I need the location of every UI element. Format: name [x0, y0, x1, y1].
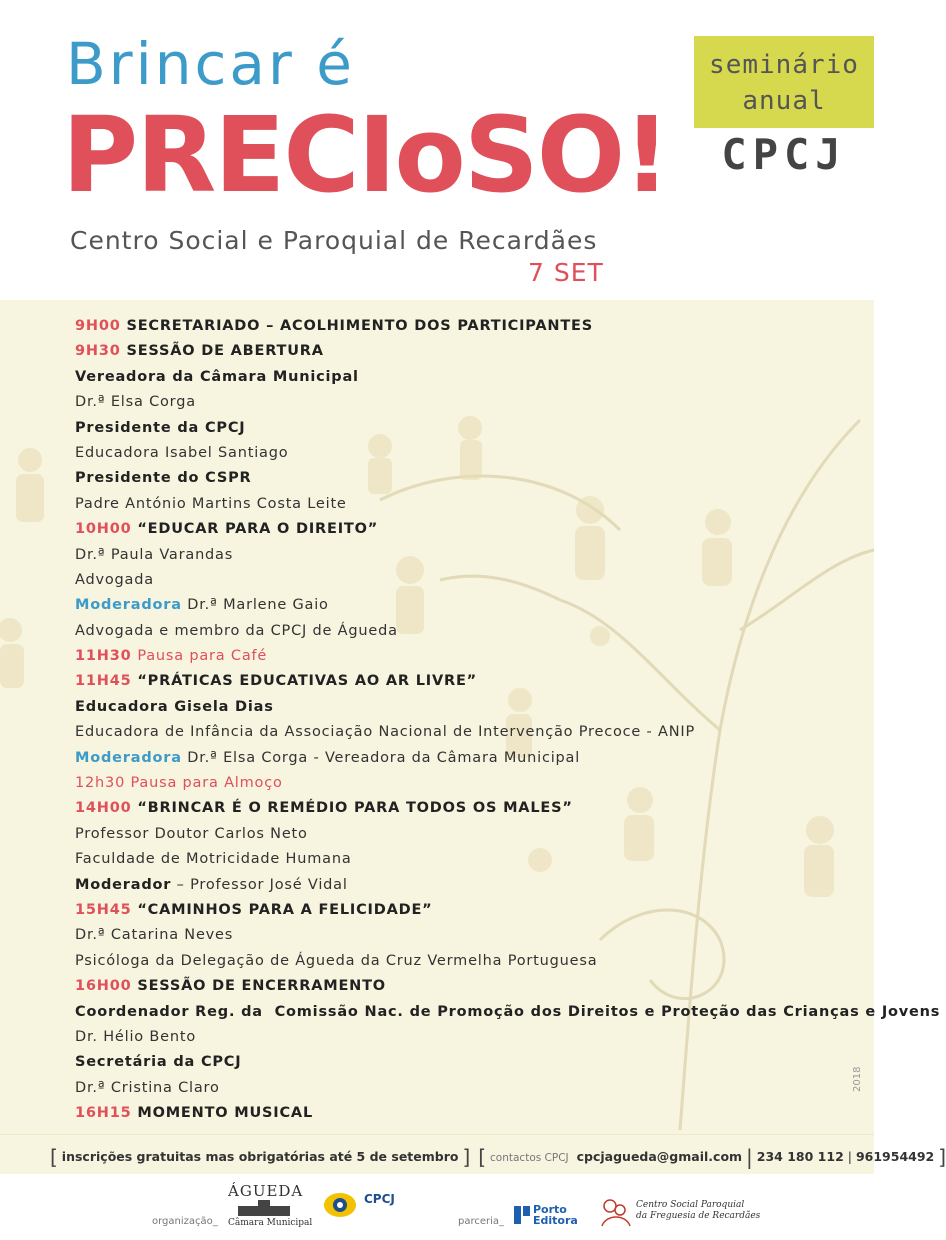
program-text: – Professor José Vidal [171, 876, 348, 893]
contact-email[interactable]: cpcjagueda@gmail.com [576, 1149, 743, 1164]
program-line [75, 593, 835, 618]
program-text: “PRÁTICAS EDUCATIVAS AO AR LIVRE” [137, 673, 477, 690]
program-text: MOMENTO MUSICAL [137, 1105, 313, 1122]
program-text: Advogada e membro da CPCJ de Águeda [75, 622, 398, 639]
porto-editora-line-1: Porto [533, 1203, 567, 1216]
program-line [75, 619, 835, 644]
program-text: Dr.ª Elsa Corga [75, 394, 196, 411]
program-text: Educadora Isabel Santiago [75, 444, 289, 461]
cpcj-emblem-icon [322, 1190, 358, 1220]
program-line [75, 1025, 835, 1050]
town-hall-icon [236, 1200, 292, 1216]
program-line [75, 339, 835, 364]
program-line [75, 898, 835, 923]
program-line [75, 314, 835, 339]
program-line [75, 543, 835, 568]
program-text: Advogada [75, 571, 154, 588]
program-line [75, 517, 835, 542]
program-time: 11H30 [75, 648, 138, 665]
badge-org: CPCJ [721, 130, 847, 179]
program-text: SECRETARIADO – ACOLHIMENTO DOS PARTICIPANTES [126, 318, 593, 334]
program-line [75, 695, 835, 720]
moderator-label: Moderadora [75, 597, 182, 614]
program-text: “BRINCAR É O REMÉDIO PARA TODOS OS MALES” [137, 800, 573, 817]
program-line [75, 923, 835, 948]
badge-line-2: anual [742, 86, 826, 116]
program-line [75, 746, 835, 771]
program-time: 9H00 [75, 318, 127, 334]
program-text: SESSÃO DE ABERTURA [126, 343, 324, 360]
program-line [75, 1101, 835, 1126]
cpcj-logo-text: CPCJ [364, 1192, 395, 1206]
footer [0, 1174, 874, 1240]
year-label: 2018 [852, 1066, 863, 1092]
program-text: Dr.ª Catarina Neves [75, 927, 234, 944]
program-text: Dr. Hélio Bento [75, 1028, 196, 1045]
program-time: 16H15 [75, 1105, 138, 1122]
program-text: Secretária da CPCJ [75, 1054, 242, 1071]
header [0, 0, 874, 300]
program-line [75, 1076, 835, 1101]
seminar-badge [694, 36, 874, 128]
program-line [75, 365, 835, 390]
program-text: “CAMINHOS PARA A FELICIDADE” [137, 901, 433, 918]
program-text: Vereadora da Câmara Municipal [75, 368, 359, 385]
cspr-line-2: da Freguesia de Recardães [636, 1211, 761, 1221]
program-text: Dr.ª Marlene Gaio [181, 597, 329, 614]
contact-phone-2[interactable]: 961954492 [855, 1149, 935, 1164]
program-line [75, 1050, 835, 1075]
moderator-label: Moderadora [75, 749, 182, 766]
program-line [75, 822, 835, 847]
program-time: 16H00 [75, 978, 138, 995]
program-text: Padre António Martins Costa Leite [75, 495, 347, 512]
info-strip: [ inscrições gratuitas mas obrigatórias até 5 de setembro ] [ contactos CPCJ cpcjagueda@gmail.com | 234 180 112 | 961954492 ] [0, 1134, 874, 1175]
program-line [75, 720, 835, 745]
program-text: Coordenador Reg. da Comissão Nac. de Promoção dos Direitos e Proteção das Crianças e Jovens [75, 1003, 941, 1020]
program-text: Dr.ª Paula Varandas [75, 546, 234, 563]
program-text: Pausa para Café [137, 648, 268, 665]
program-line [75, 416, 835, 441]
program-text: 12h30 [75, 775, 131, 792]
program-text: Dr.ª Cristina Claro [75, 1079, 220, 1096]
program-line [75, 1000, 941, 1025]
program-line [75, 492, 835, 517]
program-time: 9H30 [75, 343, 127, 360]
program-text: Moderador [75, 876, 172, 893]
title-line-2: PRECIoSO! [62, 94, 669, 216]
program-text: Presidente do CSPR [75, 470, 252, 487]
title-line-1: Brincar é [66, 30, 355, 98]
program-line [75, 949, 835, 974]
program-line [75, 847, 835, 872]
agueda-logo-top: ÁGUEDA [228, 1182, 304, 1200]
event-date: 7 SET [528, 258, 604, 287]
program-text: Professor Doutor Carlos Neto [75, 825, 308, 842]
program-text: SESSÃO DE ENCERRAMENTO [137, 978, 386, 995]
partner-label: parceria_ [458, 1216, 505, 1227]
program-text: Presidente da CPCJ [75, 419, 246, 436]
program-line [75, 568, 835, 593]
organization-label: organização_ [152, 1216, 218, 1227]
contacts-label: contactos CPCJ [490, 1152, 569, 1164]
program-text: Psicóloga da Delegação de Águeda da Cruz Vermelha Portuguesa [75, 952, 598, 969]
cspr-line-1: Centro Social Paroquial [636, 1200, 745, 1210]
program-text: “EDUCAR PARA O DIREITO” [137, 521, 379, 538]
program-time: 14H00 [75, 800, 138, 817]
program-text: Pausa para Almoço [130, 775, 283, 792]
program-line [75, 771, 835, 796]
program-line [75, 466, 835, 491]
program-line [75, 669, 835, 694]
program-line [75, 796, 835, 821]
porto-editora-line-2: Editora [533, 1214, 578, 1227]
program-text: Faculdade de Motricidade Humana [75, 851, 352, 868]
program-text: Educadora de Infância da Associação Nacional de Intervenção Precoce - ANIP [75, 724, 695, 741]
venue: Centro Social e Paroquial de Recardães [70, 226, 598, 255]
program-line [75, 873, 835, 898]
program-time: 11H45 [75, 673, 138, 690]
program-text: Educadora Gisela Dias [75, 698, 274, 715]
program-line [75, 390, 835, 415]
program-time: 10H00 [75, 521, 138, 538]
porto-editora-icon [514, 1206, 530, 1224]
program-text: Dr.ª Elsa Corga - Vereadora da Câmara Municipal [181, 749, 581, 766]
registration-note: inscrições gratuitas mas obrigatórias até 5 de setembro [61, 1149, 459, 1164]
cspr-emblem-icon [598, 1196, 632, 1228]
badge-line-1: seminário [709, 50, 859, 80]
contact-phone-1[interactable]: 234 180 112 [756, 1149, 844, 1164]
program-section [0, 300, 941, 1134]
program-line [75, 974, 835, 999]
program-time: 15H45 [75, 901, 138, 918]
agueda-logo-bottom: Câmara Municipal [228, 1218, 313, 1228]
program-line [75, 441, 835, 466]
program-line [75, 644, 835, 669]
